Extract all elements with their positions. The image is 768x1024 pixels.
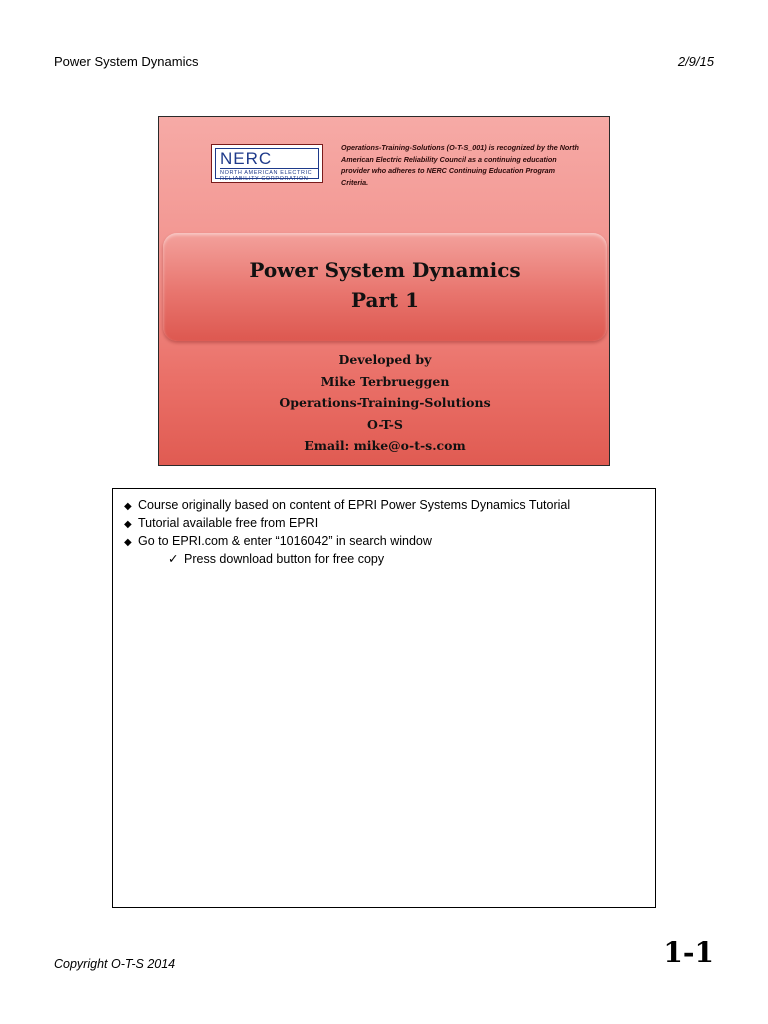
credits-line: Email: mike@o-t-s.com — [304, 438, 466, 454]
note-bullet — [124, 496, 570, 516]
credits-line: Mike Terbrueggen — [320, 373, 450, 389]
slide-thumbnail — [158, 116, 610, 466]
slide-title-line1: Power System Dynamics — [249, 258, 521, 282]
nerc-logo — [211, 144, 323, 183]
note-sub-bullet-text: Press download button for free copy — [184, 552, 385, 566]
header-date: 2/9/15 — [677, 54, 714, 69]
credits-line: Developed by — [338, 352, 432, 367]
note-bullet — [124, 532, 432, 552]
checkmark-icon: ✓ — [168, 552, 179, 566]
footer-copyright: Copyright O-T-S 2014 — [54, 957, 176, 971]
credits-line: Operations-Training-Solutions — [279, 395, 491, 411]
slide-credits — [159, 349, 610, 457]
header-title: Power System Dynamics — [54, 54, 199, 69]
note-sub-bullet — [168, 550, 384, 568]
diamond-bullet-icon: ◆ — [124, 537, 132, 548]
nerc-logo-word: NERC — [220, 149, 273, 168]
note-bullet-text: Go to EPRI.com & enter “1016042” in search window — [138, 534, 432, 548]
note-bullet-text: Tutorial available free from EPRI — [138, 516, 319, 530]
notes-box — [112, 488, 656, 908]
note-bullet-text: Course originally based on content of EPRI Power Systems Dynamics Tutorial — [138, 498, 571, 512]
slide-title-line2: Part 1 — [350, 288, 420, 312]
page-number: 1-1 — [663, 936, 714, 969]
diamond-bullet-icon: ◆ — [124, 501, 132, 512]
note-bullet — [124, 514, 318, 534]
nerc-accreditation-note: Operations-Training-Solutions (O-T-S_001) is recognized by the North American Electric Reliability Council as a continuing education provider who adheres to NERC Continuing Education Program Criteria. — [341, 143, 579, 187]
credits-line: O-T-S — [367, 416, 403, 432]
diamond-bullet-icon: ◆ — [124, 519, 132, 530]
nerc-logo-subtitle: NORTH AMERICAN ELECTRIC RELIABILITY CORPORATION — [220, 168, 318, 182]
slide-title — [159, 255, 610, 315]
nerc-logo-frame — [215, 148, 319, 182]
